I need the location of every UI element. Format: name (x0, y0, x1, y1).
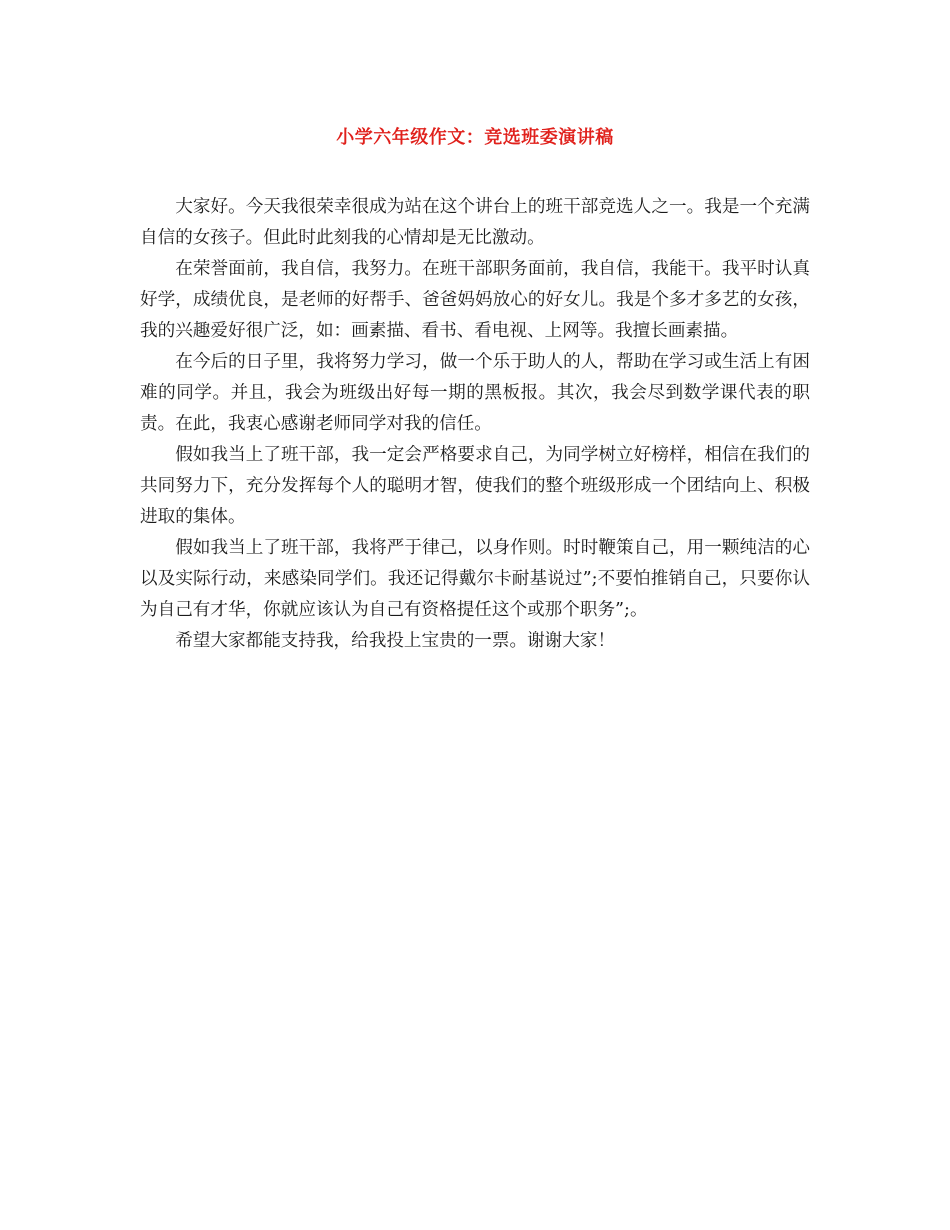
paragraph: 大家好。今天我很荣幸很成为站在这个讲台上的班干部竞选人之一。我是一个充满自信的女孩子。但此时此刻我的心情却是无比激动。 (140, 197, 810, 248)
paragraph: 假如我当上了班干部，我一定会严格要求自己，为同学树立好榜样，相信在我们的共同努力下，充分发挥每个人的聪明才智，使我们的整个班级形成一个团结向上、积极进取的集体。 (140, 445, 810, 527)
paragraph: 在今后的日子里，我将努力学习，做一个乐于助人的人，帮助在学习或生活上有困难的同学。并且，我会为班级出好每一期的黑板报。其次，我会尽到数学课代表的职责。在此，我衷心感谢老师同学对我的信任。 (140, 352, 810, 434)
document-body (140, 192, 810, 657)
paragraph: 假如我当上了班干部，我将严于律己，以身作则。时时鞭策自己，用一颗纯洁的心以及实际行动，来感染同学们。我还记得戴尔卡耐基说过”;不要怕推销自己，只要你认为自己有才华，你就应该认为自己有资格提任这个或那个职务”;。 (140, 538, 810, 620)
document-title: 小学六年级作文：竞选班委演讲稿 (336, 127, 614, 148)
paragraph: 希望大家都能支持我，给我投上宝贵的一票。谢谢大家！ (175, 631, 616, 651)
paragraph: 在荣誉面前，我自信，我努力。在班干部职务面前，我自信，我能干。我平时认真好学，成绩优良，是老师的好帮手、爸爸妈妈放心的好女儿。我是个多才多艺的女孩，我的兴趣爱好很广泛，如：画素描、看书、看电视、上网等。我擅长画素描。 (140, 259, 810, 341)
